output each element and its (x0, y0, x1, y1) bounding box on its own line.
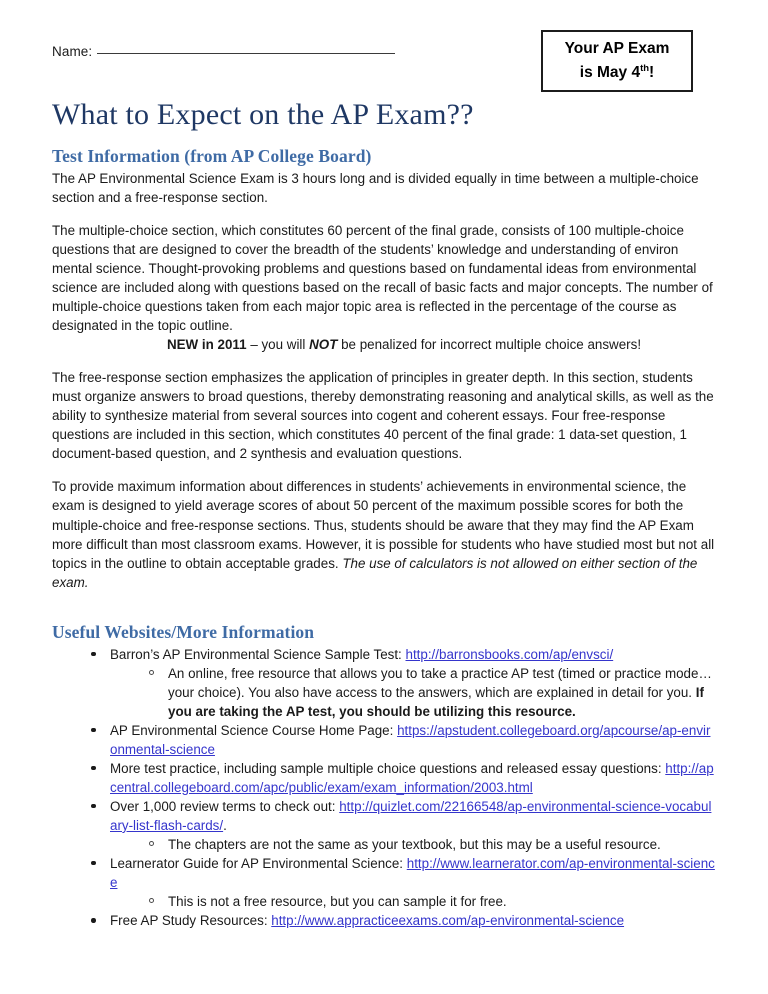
callout-date-exclaim: ! (649, 64, 655, 81)
list-item-label: AP Environmental Science Course Home Page: (110, 722, 398, 738)
section-gap (52, 606, 716, 622)
list-item-label: Learnerator Guide for AP Environmental Science: (110, 855, 407, 871)
resource-link[interactable]: http://apcentral.collegeboard.com/apc/public/exam/exam_information/2003.html (110, 760, 714, 795)
resource-link[interactable]: http://barronsbooks.com/ap/envsci/ (405, 646, 614, 662)
sub-list-item (146, 835, 716, 854)
document-header (52, 0, 716, 132)
list-item-label: Over 1,000 review terms to check out: (110, 798, 340, 814)
new-in-2011-not: NOT (309, 337, 338, 353)
test-info-paragraph-2: The multiple-choice section, which constitutes 60 percent of the final grade, consists of 100 multiple-choice questions that are designed to cover the breadth of the students’ knowledge and understanding of environ mental science. Thought-provoking problems and questions based on fundamental ideas from environmental science are included along with questions based on the recall of basic facts and major concepts. The number of multiple-choice questions taken from each major topic area is reflected in the percentage of the course as designated in the topic outline. (52, 223, 713, 334)
test-info-paragraph-1: The AP Environmental Science Exam is 3 hours long and is divided equally in time between a multiple-choice section and a free-response section. (52, 171, 699, 206)
list-item (88, 759, 716, 797)
list-item-label: More test practice, including sample multiple choice questions and released essay questions: (110, 760, 666, 776)
sub-list-item-label: An online, free resource that allows you to take a practice AP test (timed or practice mode… your choice). You also have access to the answers, which are explained in detail for you. (168, 665, 712, 700)
test-info-paragraph-4-plain: To provide maximum information about differences in students’ achievements in environmental science, the exam is designed to yield average scores of about 50 percent of the maximum possible scores for both the multiple-choice and free-response sections. Thus, students should be aware that they may find the AP Exam more difficult than most classroom exams. However, it is possible for students who have studied most but not all topics in the outline to obtain acceptable grades. (52, 479, 715, 571)
section-heading-test-information: Test Information (from AP College Board) (52, 146, 372, 166)
new-in-2011-end: be penalized for incorrect multiple choice answers! (337, 337, 642, 353)
list-item-trailing-text: . (223, 817, 227, 833)
page-title: What to Expect on the AP Exam?? (52, 98, 474, 132)
new-in-2011-label: NEW in 2011 (166, 337, 247, 353)
list-item (88, 854, 716, 911)
list-item (88, 721, 716, 759)
list-item (88, 911, 716, 930)
resource-link[interactable]: http://www.learnerator.com/ap-environmental-science (110, 855, 715, 890)
exam-date-callout (541, 30, 693, 92)
resource-link[interactable]: http://quizlet.com/22166548/ap-environmental-science-vocabulary-list-flash-cards/ (110, 798, 712, 833)
callout-line-2 (580, 61, 654, 85)
sub-list-item-label: The chapters are not the same as your textbook, but this may be a useful resource. (168, 836, 661, 852)
section-heading-useful-websites: Useful Websites/More Information (52, 621, 315, 642)
sub-list-item (146, 664, 716, 721)
sub-list (110, 664, 716, 721)
callout-line-1: Your AP Exam (564, 39, 670, 57)
name-label: Name: (52, 44, 93, 59)
sub-list (110, 892, 716, 911)
name-blank-rule[interactable] (97, 53, 395, 54)
callout-date-text: is May 4 (579, 64, 641, 81)
test-info-paragraph-3: The free-response section emphasizes the application of principles in greater depth. In this section, students must organize answers to broad questions, thereby demonstrating reasoning and analytical skills, as well as the ability to synthesize material from several sources into cogent and coherent essays. Four free-response questions are included in this section, which constitutes 40 percent of the final grade: 1 data-set question, 1 document-based question, and 2 synthesis and evaluation questions. (52, 370, 714, 462)
list-item-label: Free AP Study Resources: (110, 913, 272, 929)
sub-list-item-label: This is not a free resource, but you can sample it for free. (168, 894, 507, 910)
useful-websites-list (52, 645, 716, 930)
list-item (88, 645, 716, 721)
useful-websites-list-container (52, 645, 716, 930)
list-item (88, 797, 716, 854)
resource-link[interactable]: http://www.appracticeexams.com/ap-environmental-science (271, 913, 625, 929)
calculator-note-italic: The use of calculators is not allowed on either section of the exam. (52, 555, 698, 590)
callout-date-ordinal: th (640, 62, 650, 74)
sub-list (110, 835, 716, 854)
name-field-line (52, 44, 395, 59)
sub-list-item (146, 892, 716, 911)
test-info-paragraph-4 (52, 477, 716, 591)
sub-list-item-emphasis: If you are taking the AP test, you should be utilizing this resource. (168, 684, 704, 719)
resource-link[interactable]: https://apstudent.collegeboard.org/apcourse/ap-environmental-science (110, 722, 711, 757)
list-item-label: Barron’s AP Environmental Science Sample Test: (110, 646, 406, 662)
new-in-2011-mid: – you will (246, 337, 310, 353)
new-in-2011-note (52, 335, 716, 354)
